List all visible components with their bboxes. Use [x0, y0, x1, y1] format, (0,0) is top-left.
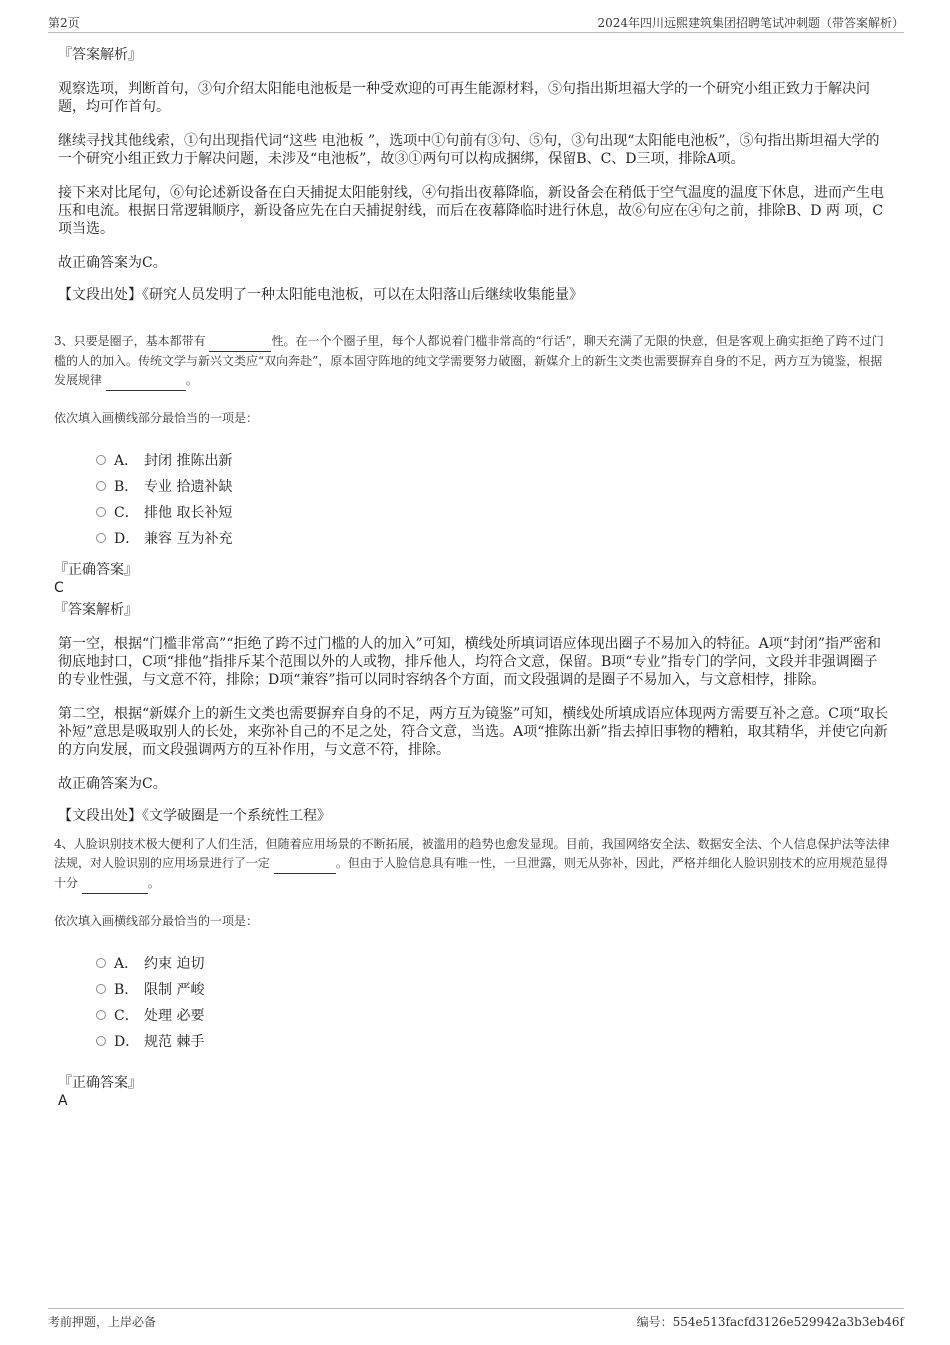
option-key: C．: [114, 505, 139, 521]
option-key: B．: [114, 982, 139, 998]
radio-icon[interactable]: [96, 1036, 106, 1046]
option-text: 封闭 推陈出新: [144, 453, 233, 469]
q4-option-a[interactable]: [96, 950, 890, 976]
radio-icon[interactable]: [96, 455, 106, 465]
q3-option-d[interactable]: [96, 525, 890, 551]
option-text: 约束 迫切: [144, 956, 205, 972]
q4-stem-part1: 4、人脸识别技术极大便利了人们生活，但随着应用场景的不断拓展，被滥用的趋势也愈发显现。目前，我国网络安全法、数据安全法、个人信息保护法等法律法规，对人脸识别的应用场景进行了一定: [54, 837, 890, 870]
radio-icon[interactable]: [96, 1010, 106, 1020]
q4-option-b[interactable]: [96, 976, 890, 1002]
q4-correct-label: 『正确答案』: [58, 1075, 142, 1091]
page-content: [54, 46, 890, 1110]
option-text: 处理 必要: [144, 1008, 205, 1024]
q4-option-c[interactable]: [96, 1002, 890, 1028]
footer-slogan: 考前押题，上岸必备: [48, 1315, 157, 1329]
q3-option-a[interactable]: [96, 447, 890, 473]
q3-option-c[interactable]: [96, 499, 890, 525]
q2-analysis-label: 『答案解析』: [58, 47, 142, 63]
page-header: [48, 12, 904, 33]
option-key: A．: [114, 956, 139, 972]
q3-conclusion: 故正确答案为C。: [58, 776, 167, 792]
radio-icon[interactable]: [96, 984, 106, 994]
q3-blank-1: [209, 332, 271, 352]
q3-stem-part3: 。: [185, 373, 198, 387]
page-number: 第2页: [48, 16, 80, 30]
q2-analysis-para3: 接下来对比尾句，⑥句论述新设备在白天捕捉太阳能射线，④句指出夜幕降临，新设备会在稍低于空气温度的温度下休息，进而产生电压和电流。根据日常逻辑顺序，新设备应先在白天捕捉射线，而后在夜幕降临时进行休息，故⑥句应在④句之前，排除B、D 两 项，C项当选。: [58, 185, 884, 237]
q3-stem-part2: 性。在一个个圈子里，每个人都说着门槛非常高的“行话”，聊天充满了无限的快意，但是客观上确实拒绝了跨不过门槛的人的加入。传统文学与新兴文类应“双向奔赴”，原本固守阵地的纯文学需要努力破圈，新媒介上的新生文类也需要摒弃自身的不足，两方互为镜鉴，根据发展规律: [54, 334, 884, 387]
q3-blank-2: [106, 371, 186, 391]
q4-options: [96, 950, 890, 1054]
q4-blank-1: [274, 854, 336, 874]
q3-correct-label: 『正确答案』: [54, 562, 138, 578]
q3-analysis-label: 『答案解析』: [54, 602, 138, 618]
q3-option-b[interactable]: [96, 473, 890, 499]
radio-icon[interactable]: [96, 533, 106, 543]
q3-options: [96, 447, 890, 551]
page-footer: [48, 1308, 904, 1331]
option-text: 排他 取长补短: [144, 505, 233, 521]
option-text: 规范 棘手: [144, 1034, 205, 1050]
q4-stem-part2: 。但由于人脸信息具有唯一性，一旦泄露，则无从弥补，因此，严格并细化人脸识别技术的应用规范显得十分: [54, 856, 888, 890]
q3-analysis-para1: 第一空，根据“门槛非常高”“拒绝了跨不过门槛的人的加入”可知，横线处所填词语应体现出圈子不易加入的特征。A项“封闭”指严密和彻底地封口，C项“排他”指排斥某个范围以外的人或物，排斥他人，均符合文意，保留。B项“专业”指专门的学问，文段并非强调圈子的专业性强，与文意不符，排除；D项“兼容”指可以同时容纳各个方面，而文段强调的是圈子不易加入，与文意相悖，排除。: [58, 636, 882, 688]
q3-stem-part1: 3、只要是圈子，基本都带有: [54, 334, 210, 348]
q3-answer: C: [54, 580, 64, 596]
option-key: C．: [114, 1008, 139, 1024]
q4-blank-2: [82, 874, 148, 894]
document-title: 2024年四川远熙建筑集团招聘笔试冲刺题（带答案解析）: [597, 16, 904, 30]
radio-icon[interactable]: [96, 481, 106, 491]
option-text: 专业 拾遗补缺: [144, 479, 233, 495]
option-key: D．: [114, 531, 140, 547]
document-id: 编号：554e513facfd3126e529942a3b3eb46f: [636, 1315, 904, 1329]
q3-source: 【文段出处】《文学破圈是一个系统性工程》: [58, 808, 331, 824]
radio-icon[interactable]: [96, 958, 106, 968]
q4-prompt: 依次填入画横线部分最恰当的一项是：: [54, 914, 259, 928]
q3-stem: [54, 332, 890, 391]
option-key: A．: [114, 453, 139, 469]
option-key: D．: [114, 1034, 140, 1050]
q3-prompt: 依次填入画横线部分最恰当的一项是：: [54, 411, 259, 425]
q2-conclusion: 故正确答案为C。: [58, 255, 167, 271]
q4-option-d[interactable]: [96, 1028, 890, 1054]
q3-analysis-para2: 第二空，根据“新媒介上的新生文类也需要摒弃自身的不足，两方互为镜鉴”可知，横线处所填成语应体现两方需要互补之意。C项“取长补短”意思是吸取别人的长处，来弥补自己的不足之处，符合文意，当选。A项“推陈出新”指去掉旧事物的糟粕，取其精华，并使它向新的方向发展，而文段强调两方的互补作用，与文意不符，排除。: [58, 706, 889, 758]
option-text: 兼容 互为补充: [144, 531, 233, 547]
q2-analysis-para1: 观察选项，判断首句，③句介绍太阳能电池板是一种受欢迎的可再生能源材料，⑤句指出斯坦福大学的一个研究小组正致力于解决问题，均可作首句。: [58, 81, 870, 115]
q4-stem: [54, 835, 890, 894]
option-key: B．: [114, 479, 139, 495]
q2-source: 【文段出处】《研究人员发明了一种太阳能电池板，可以在太阳落山后继续收集能量》: [58, 287, 583, 303]
option-text: 限制 严峻: [144, 982, 205, 998]
q4-answer: A: [58, 1093, 68, 1109]
q2-analysis-para2: 继续寻找其他线索，①句出现指代词“这些 电池板 ”，选项中①句前有③句、⑤句，③句出现“太阳能电池板”，⑤句指出斯坦福大学的一个研究小组正致力于解决问题，未涉及“电池板”，故③①两句可以构成捆绑，保留B、C、D三项，排除A项。: [58, 133, 880, 167]
q4-stem-part3: 。: [147, 876, 160, 890]
radio-icon[interactable]: [96, 507, 106, 517]
